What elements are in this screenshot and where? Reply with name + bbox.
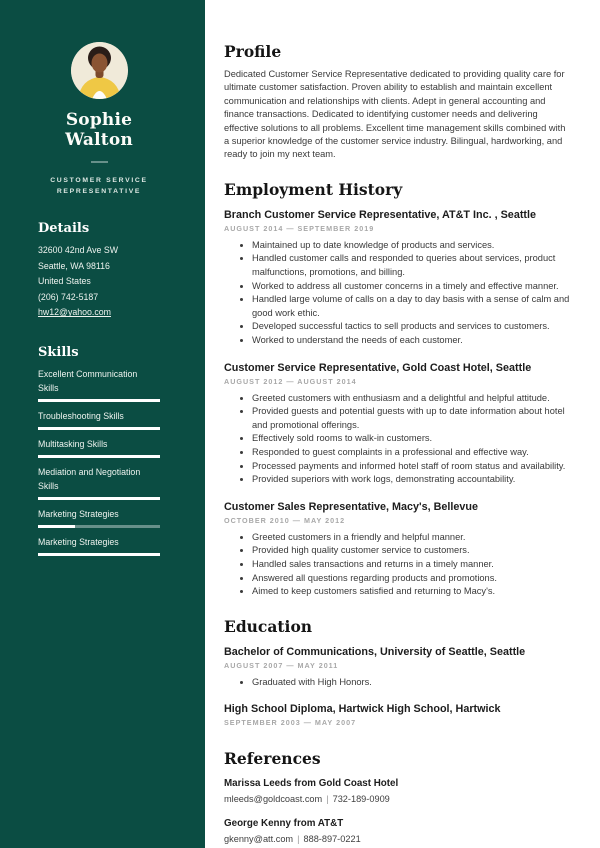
skill-bar-fill [38,399,160,402]
bullet-item: • Handled sales transactions and returns in a timely manner. [252,558,570,572]
skill-label: Multitasking Skills [38,438,108,449]
entry-dates: AUGUST 2007 — MAY 2011 [224,660,339,670]
entry-title: Customer Service Representative, Gold Coast Hotel, Seattle [224,361,532,374]
bullet-item: • Graduated with High Honors. [252,676,570,690]
reference-email: mleeds@goldcoast.com [224,794,323,805]
education-heading: Education [224,616,313,636]
reference-phone: 732-189-0909 [332,794,390,805]
skill-item [38,507,160,528]
history-entry [224,361,570,487]
entry-bullets [224,531,570,599]
entry-bullets [224,392,570,487]
entry-title: Branch Customer Service Representative, AT&T Inc. , Seattle [224,208,537,221]
bullet-item: • Effectively sold rooms to walk-in customers. [252,432,570,446]
entry-bullets [224,676,570,690]
bullet-item: • Handled customer calls and responded to queries about services, product malfunctions, promotions, and billing. [252,252,570,279]
skill-bar-track [38,427,160,430]
skill-label: Marketing Strategies [38,536,119,547]
main-content [205,0,600,848]
bullet-item: • Responded to guest complaints in a professional and effective way. [252,446,570,460]
bullet-item: • Provided guests and potential guests with up to date information about hotel and promotional offerings. [252,405,570,432]
bullet-item: • Provided high quality customer service to customers. [252,544,570,558]
skill-item [38,535,160,556]
bullet-item: • Greeted customers with enthusiasm and a delightful and helpful attitude. [252,392,570,406]
skill-item [38,409,160,430]
entry-title: High School Diploma, Hartwick High School, Hartwick [224,703,501,716]
employment-heading: Employment History [224,179,403,199]
profile-text: Dedicated Customer Service Representative dedicated to providing quality care for ultimate customer satisfaction. Proven ability to establish and maintain excellent communication and relationships with clients. Adept in general accounting and finance transactions. Dedicated to identifying customer needs and delivering effective solutions to all problems. Excellent time management skills combined with a superior knowledge of the customer service industry. Bilingual, hardworking, and ready to join my next team. [224,69,566,160]
education-section [224,617,570,728]
details-block [38,243,160,321]
bullet-item: • Answered all questions regarding products and promotions. [252,572,570,586]
address-line-3: United States [38,276,91,287]
skills-heading: Skills [38,344,79,360]
skill-bar-fill [38,525,75,528]
bullet-item: • Handled large volume of calls on a day to day basis with a sense of calm and good work ethic. [252,293,570,320]
entry-dates: SEPTEMBER 2003 — MAY 2007 [224,718,357,728]
reference-entry [224,817,570,844]
entry-bullets [224,239,570,348]
bullet-item: • Maintained up to date knowledge of products and services. [252,239,570,253]
bullet-item: • Provided superiors with work logs, demonstrating accountability. [252,473,570,487]
address-line-2: Seattle, WA 98116 [38,260,110,271]
profile-heading: Profile [224,42,282,61]
email-link[interactable]: hw12@yahoo.com [38,307,111,318]
skill-item [38,437,160,458]
details-heading: Details [38,221,90,236]
references-section [224,749,570,844]
references-list [224,777,570,844]
employment-section [224,180,570,599]
skill-bar-fill [38,553,160,556]
education-list [224,645,570,728]
reference-email: gkenny@att.com [224,834,294,845]
skills-list [38,367,160,556]
bullet-item: • Aimed to keep customers satisfied and returning to Macy's. [252,585,570,599]
skill-bar-track [38,497,160,500]
phone-number: (206) 742-5187 [38,291,99,302]
skill-bar-track [38,525,160,528]
employment-list [224,208,570,599]
address-line-1: 32600 42nd Ave SW [38,245,119,255]
skill-label: Mediation and Negotiation Skills [38,466,141,491]
sidebar [0,0,205,848]
avatar [71,42,128,99]
skill-label: Troubleshooting Skills [38,410,124,421]
reference-entry [224,777,570,804]
reference-name: Marissa Leeds from Gold Coast Hotel [224,778,399,790]
skill-bar-fill [38,497,160,500]
name-divider [91,161,108,163]
skill-bar-track [38,553,160,556]
skill-item [38,367,160,402]
profile-section [224,42,570,162]
entry-dates: OCTOBER 2010 — MAY 2012 [224,515,346,525]
entry-title: Bachelor of Communications, University of Seattle, Seattle [224,645,526,658]
reference-contact [224,834,570,844]
bullet-item: • Developed successful tactics to sell products and services to customers. [252,320,570,334]
entry-dates: AUGUST 2014 — SEPTEMBER 2019 [224,223,375,233]
reference-separator: | [297,834,300,845]
references-heading: References [224,749,321,769]
skill-label: Excellent Communication Skills [38,368,138,393]
entry-dates: AUGUST 2012 — AUGUST 2014 [224,376,357,386]
skill-bar-fill [38,427,160,430]
skill-bar-track [38,455,160,458]
entry-title: Customer Sales Representative, Macy's, Bellevue [224,500,479,513]
history-entry [224,208,570,348]
person-name: Sophie Walton [65,110,133,150]
reference-separator: | [326,794,329,805]
bullet-item: • Worked to understand the needs of each customer. [252,334,570,348]
portrait-photo-icon [71,42,128,99]
reference-phone: 888-897-0221 [303,834,361,845]
bullet-item: • Greeted customers in a friendly and helpful manner. [252,531,570,545]
skill-label: Marketing Strategies [38,508,119,519]
reference-name: George Kenny from AT&T [224,818,344,830]
person-role: CUSTOMER SERVICE REPRESENTATIVE [50,177,148,195]
reference-contact [224,794,570,804]
skill-bar-fill [38,455,160,458]
skill-bar-track [38,399,160,402]
bullet-item: • Processed payments and informed hotel staff of room status and availability. [252,460,570,474]
history-entry [224,702,570,727]
bullet-item: • Worked to address all customer concerns in a timely and effective manner. [252,280,570,294]
skill-item [38,465,160,500]
history-entry [224,500,570,599]
history-entry [224,645,570,690]
